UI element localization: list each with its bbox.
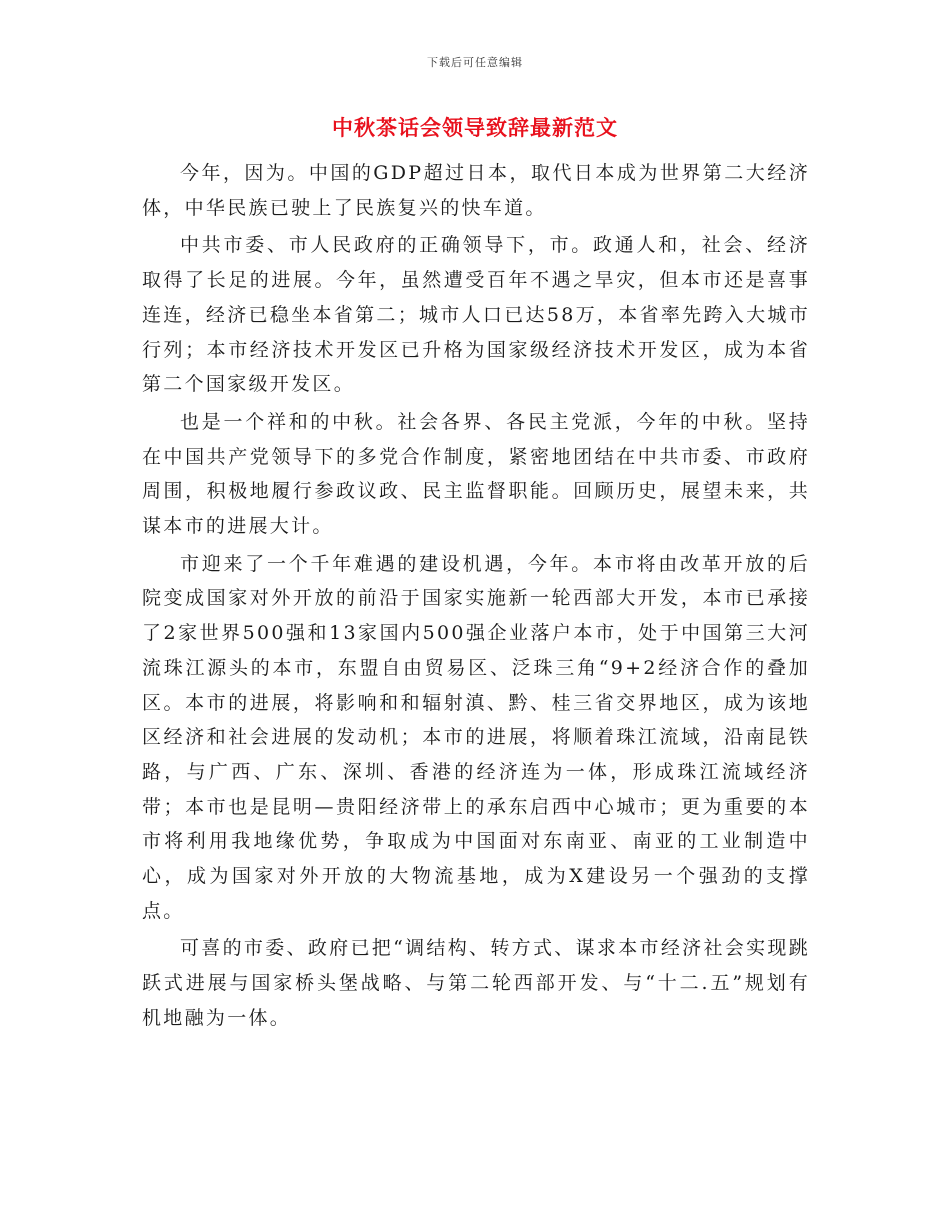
paragraph: 也是一个祥和的中秋。社会各界、各民主党派，今年的中秋。坚持在中国共产党领导下的多党合作制度，紧密地团结在中共市委、市政府周围，积极地履行参政议政、民主监督职能。回顾历史，展望未来，共谋本市的进展大计。 [142, 410, 810, 538]
header-note: 下载后可任意编辑 [427, 56, 523, 69]
paragraph: 可喜的市委、政府已把“调结构、转方式、谋求本市经济社会实现跳跃式进展与国家桥头堡战略、与第二轮西部开发、与“十二.五”规划有机地融为一体。 [142, 937, 810, 1029]
paragraph: 今年，因为。中国的GDP超过日本，取代日本成为世界第二大经济体，中华民族已驶上了民族复兴的快车道。 [142, 162, 810, 219]
document-body [142, 156, 810, 1039]
paragraph: 市迎来了一个千年难遇的建设机遇，今年。本市将由改革开放的后院变成国家对外开放的前沿于国家实施新一轮西部大开发，本市已承接了2家世界500强和13家国内500强企业落户本市，处于中国第三大河流珠江源头的本市，东盟自由贸易区、泛珠三角“9+2经济合作的叠加区。本市的进展，将影响和和辐射滇、黔、桂三省交界地区，成为该地区经济和社会进展的发动机；本市的进展，将顺着珠江流域，沿南昆铁路，与广西、广东、深圳、香港的经济连为一体，形成珠江流域经济带；本市也是昆明—贵阳经济带上的承东启西中心城市；更为重要的本市将利用我地缘优势，争取成为中国面对东南亚、南亚的工业制造中心，成为国家对外开放的大物流基地，成为X建设另一个强劲的支撑点。 [142, 552, 810, 922]
paragraph: 中共市委、市人民政府的正确领导下，市。政通人和，社会、经济取得了长足的进展。今年，虽然遭受百年不遇之旱灾，但本市还是喜事连连，经济已稳坐本省第二；城市人口已达58万，本省率先跨入大城市行列；本市经济技术开发区已升格为国家级经济技术开发区，成为本省第二个国家级开发区。 [142, 234, 810, 396]
document-title: 中秋茶话会领导致辞最新范文 [332, 115, 618, 140]
